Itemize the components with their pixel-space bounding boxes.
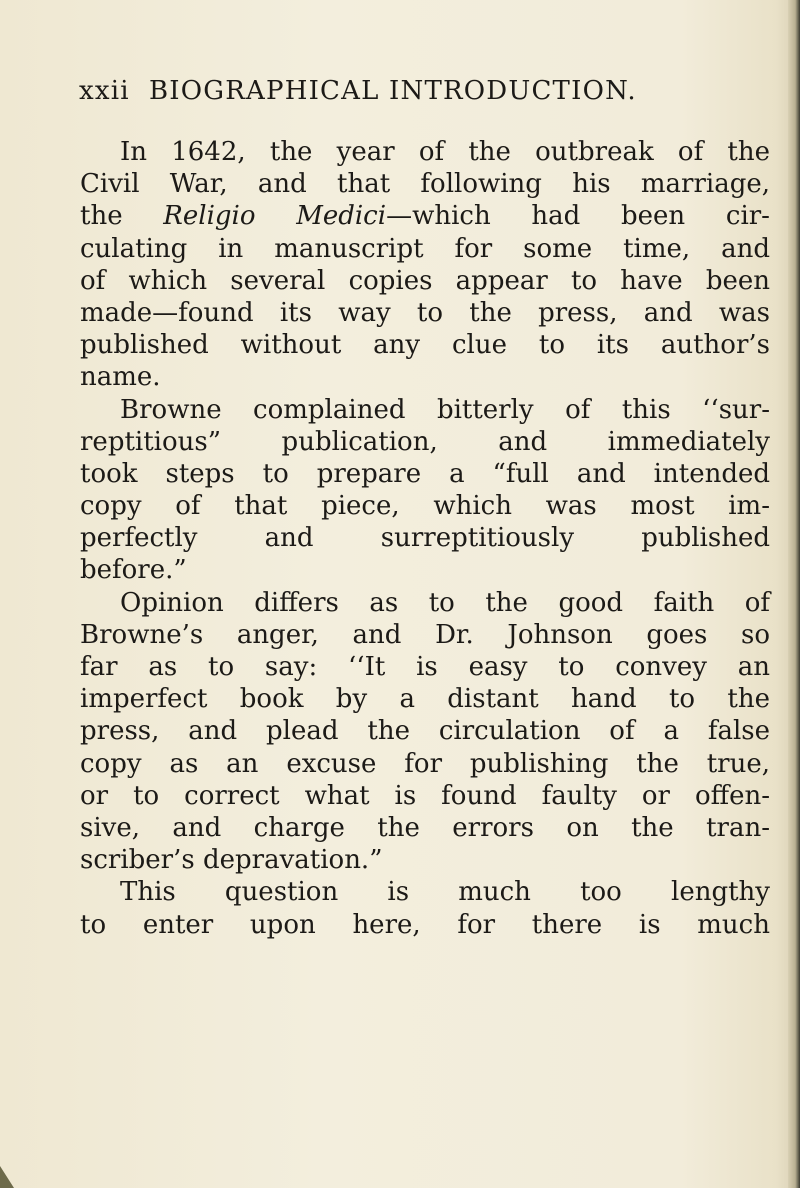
- running-title: BIOGRAPHICAL INTRODUCTION.: [149, 76, 637, 106]
- text-line: In 1642, the year of the outbreak of the: [120, 137, 770, 167]
- corner-mark: [0, 1166, 14, 1188]
- page-number: xxii: [79, 76, 130, 106]
- body-text: [80, 136, 770, 941]
- italic-title: Religio Medici: [163, 201, 387, 232]
- text-line: name.: [80, 362, 161, 393]
- text-line: perfectly and surreptitiously published: [80, 523, 770, 554]
- text-line: before.”: [80, 555, 187, 586]
- text-line: the Religio Medici—which had been cir-: [80, 201, 770, 232]
- text-line: reptitious” publication, and immediately: [80, 426, 770, 457]
- text-line: or to correct what is found faulty or offen-: [80, 780, 770, 811]
- text-line: press, and plead the circulation of a false: [80, 716, 770, 747]
- text-line: made—found its way to the press, and was: [80, 297, 770, 328]
- text-line: Browne complained bitterly of this ‘‘sur-: [120, 394, 770, 425]
- text-line: Opinion differs as to the good faith of: [120, 587, 770, 618]
- text-line: took steps to prepare a “full and intended: [80, 458, 770, 489]
- text-line: Browne’s anger, and Dr. Johnson goes so: [80, 619, 770, 650]
- text-line: scriber’s depravation.”: [80, 845, 383, 876]
- text-line: Civil War, and that following his marriage,: [80, 169, 770, 200]
- text-line: copy as an excuse for publishing the true,: [80, 748, 770, 779]
- text-line: imperfect book by a distant hand to the: [80, 684, 770, 715]
- text-line: copy of that piece, which was most im-: [80, 491, 770, 522]
- text-line: to enter upon here, for there is much: [80, 909, 770, 940]
- text-line: culating in manuscript for some time, and: [80, 233, 770, 264]
- text-line: far as to say: ‘‘It is easy to convey an: [80, 652, 770, 682]
- text-line: of which several copies appear to have been: [80, 265, 770, 296]
- text-line: published without any clue to its author’s: [80, 330, 770, 361]
- page-edge: [788, 0, 800, 1188]
- running-head: [79, 76, 637, 106]
- text-line: This question is much too lengthy: [120, 877, 770, 908]
- text-line: sive, and charge the errors on the tran-: [80, 812, 770, 843]
